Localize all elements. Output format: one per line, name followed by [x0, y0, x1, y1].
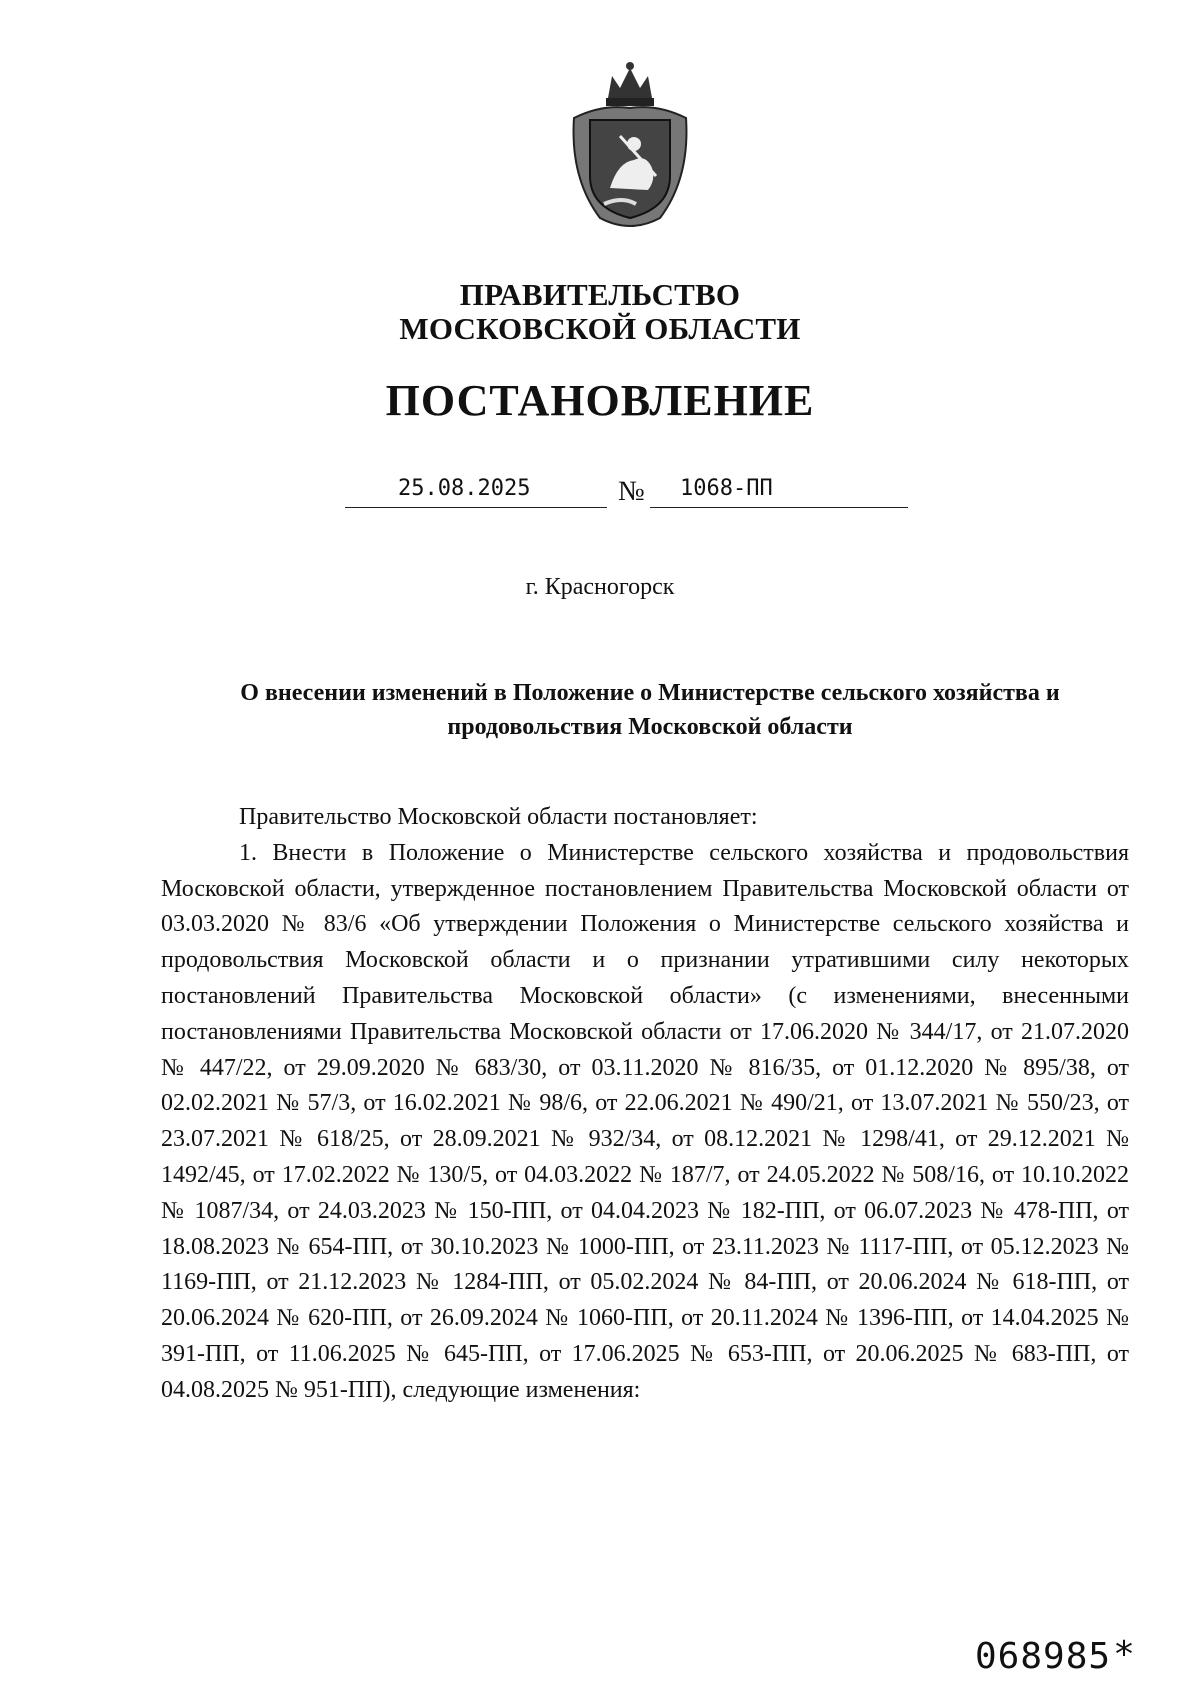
document-body: [161, 800, 1129, 1409]
government-name-line1: ПРАВИТЕЛЬСТВО: [459, 277, 741, 312]
document-date: 25.08.2025: [398, 476, 531, 501]
serial-mark: *: [1115, 1634, 1133, 1675]
number-sign: №: [618, 476, 645, 507]
document-title: О внесении изменений в Положение о Министерстве сельского хозяйства и продовольствия Московской области: [240, 680, 1060, 740]
moscow-oblast-coat-of-arms-icon: [560, 58, 700, 234]
city: г. Красногорск: [525, 574, 675, 600]
document-type: ПОСТАНОВЛЕНИЕ: [385, 376, 815, 425]
date-underline: [345, 507, 607, 508]
government-name-line2: МОСКОВСКОЙ ОБЛАСТИ: [399, 311, 801, 346]
number-underline: [650, 507, 908, 508]
document-number: 1068-ПП: [680, 476, 773, 501]
paragraph-1: 1. Внести в Положение о Министерстве сельского хозяйства и продовольствия Московской области, утвержденное постановлением Правительства Московской области от 03.03.2020 № 83/6 «Об утверждении Положения о Министерстве сельского хозяйства и продовольствия Московской области и о признании утратившими силу некоторых постановлений Правительства Московской области» (с изменениями, внесенными постановлениями Правительства Московской области от 17.06.2020 № 344/17, от 21.07.2020 № 447/22, от 29.09.2020 № 683/30, от 03.11.2020 № 816/35, от 01.12.2020 № 895/38, от 02.02.2021 № 57/3, от 16.02.2021 № 98/6, от 22.06.2021 № 490/21, от 13.07.2021 № 550/23, от 23.07.2021 № 618/25, от 28.09.2021 № 932/34, от 08.12.2021 № 1298/41, от 29.12.2021 № 1492/45, от 17.02.2022 № 130/5, от 04.03.2022 № 187/7, от 24.05.2022 № 508/16, от 10.10.2022 № 1087/34, от 24.03.2023 № 150-ПП, от 04.04.2023 № 182-ПП, от 06.07.2023 № 478-ПП, от 18.08.2023 № 654-ПП, от 30.10.2023 № 1000-ПП, от 23.11.2023 № 1117-ПП, от 05.12.2023 № 1169-ПП, от 21.12.2023 № 1284-ПП, от 05.02.2024 № 84-ПП, от 20.06.2024 № 618-ПП, от 20.06.2024 № 620-ПП, от 26.09.2024 № 1060-ПП, от 20.11.2024 № 1396-ПП, от 14.04.2025 № 391-ПП, от 11.06.2025 № 645-ПП, от 17.06.2025 № 653-ПП, от 20.06.2025 № 683-ПП, от 04.08.2025 № 951-ПП), следующие изменения:: [161, 839, 1129, 1403]
intro-paragraph: Правительство Московской области постановляет:: [239, 804, 758, 830]
serial-number: 068985: [975, 1636, 1112, 1677]
